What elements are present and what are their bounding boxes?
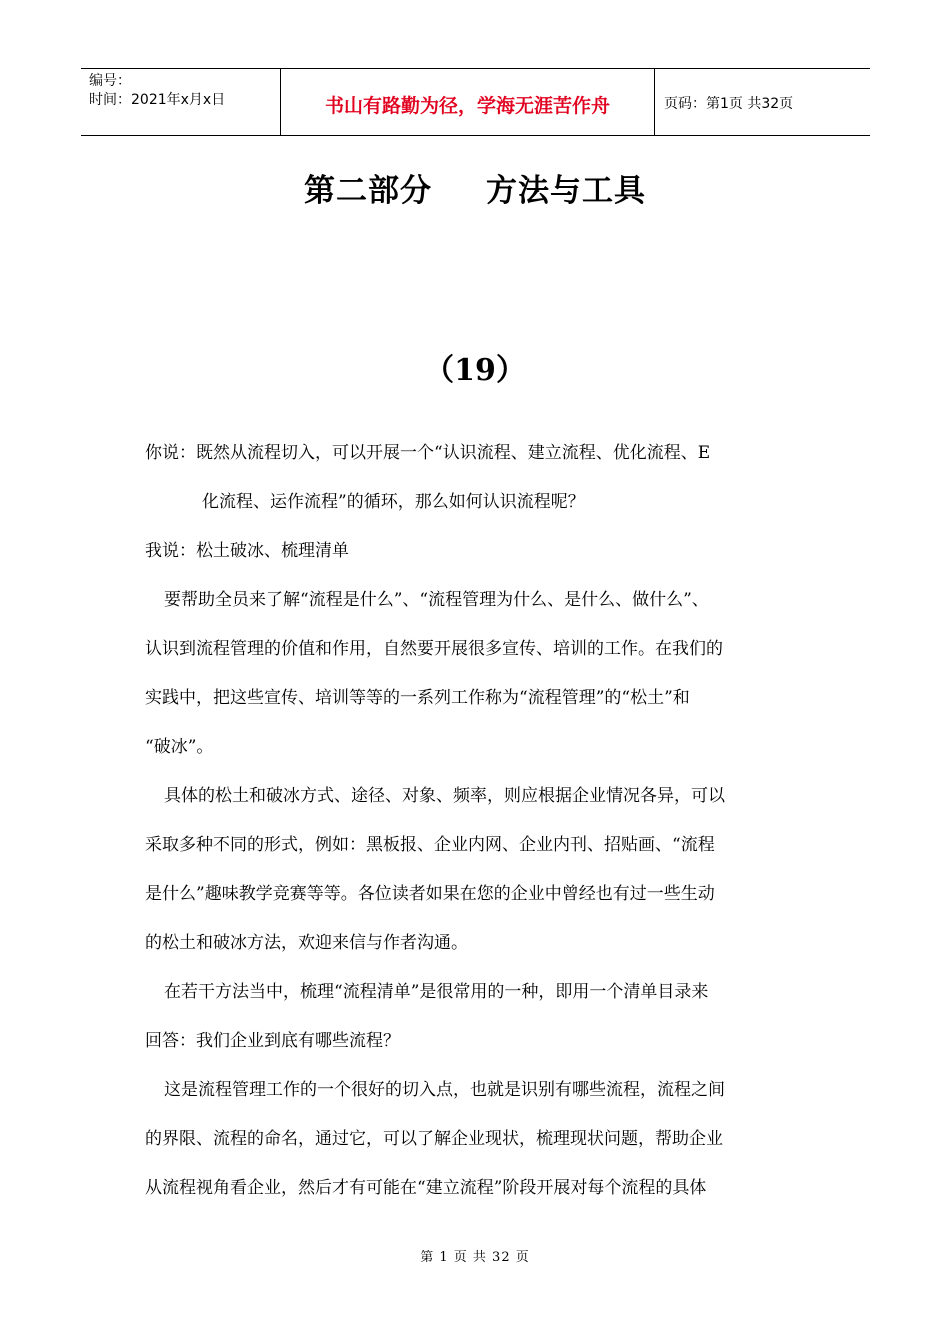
paragraph-line: 采取多种不同的形式，例如：黑板报、企业内网、企业内刊、招贴画、“流程 [145, 835, 715, 855]
paragraph-line: 我说：松土破冰、梳理清单 [145, 541, 349, 561]
motto: 书山有路勤为径，学海无涯苦作舟 [281, 69, 655, 135]
paragraph-line: 化流程、运作流程”的循环，那么如何认识流程呢？ [202, 492, 585, 512]
paragraph-line: 的松土和破冰方法，欢迎来信与作者沟通。 [145, 933, 468, 953]
page-title [0, 165, 950, 210]
paragraph-line: 实践中，把这些宣传、培训等等的一系列工作称为“流程管理”的“松土”和 [145, 688, 690, 708]
paragraph-line: 认识到流程管理的价值和作用，自然要开展很多宣传、培训的工作。在我们的 [145, 639, 723, 659]
paragraph-line: “破冰”。 [145, 737, 214, 757]
paragraph-line: 是什么”趣味教学竞赛等等。各位读者如果在您的企业中曾经也有过一些生动 [145, 884, 715, 904]
number-label: 编号： [89, 73, 131, 89]
paragraph-line: 从流程视角看企业，然后才有可能在“建立流程”阶段开展对每个流程的具体 [145, 1178, 707, 1198]
header-table [81, 68, 870, 136]
title-part: 第二部分 [304, 173, 432, 209]
header-page-info: 页码：第1页 共32页 [664, 96, 794, 112]
paragraph-line: 这是流程管理工作的一个很好的切入点，也就是识别有哪些流程，流程之间 [164, 1080, 725, 1100]
page-footer: 第 1 页 共 32 页 [420, 1250, 530, 1265]
section-number: （19） [424, 353, 526, 388]
paragraph-line: 在若干方法当中，梳理“流程清单”是很常用的一种，即用一个清单目录来 [164, 982, 709, 1002]
paragraph-line: 的界限、流程的命名，通过它，可以了解企业现状，梳理现状问题，帮助企业 [145, 1129, 723, 1149]
paragraph-line: 回答：我们企业到底有哪些流程？ [145, 1031, 400, 1051]
date-label: 时间：2021年x月x日 [89, 92, 226, 108]
header-meta-cell [81, 69, 281, 135]
paragraph-line: 要帮助全员来了解“流程是什么”、“流程管理为什么、是什么、做什么”、 [164, 590, 709, 610]
paragraph-line: 你说：既然从流程切入，可以开展一个“认识流程、建立流程、优化流程、E [145, 443, 711, 463]
paragraph-line: 具体的松土和破冰方式、途径、对象、频率，则应根据企业情况各异，可以 [164, 786, 725, 806]
title-name: 方法与工具 [486, 173, 646, 209]
body-text [145, 429, 815, 1213]
